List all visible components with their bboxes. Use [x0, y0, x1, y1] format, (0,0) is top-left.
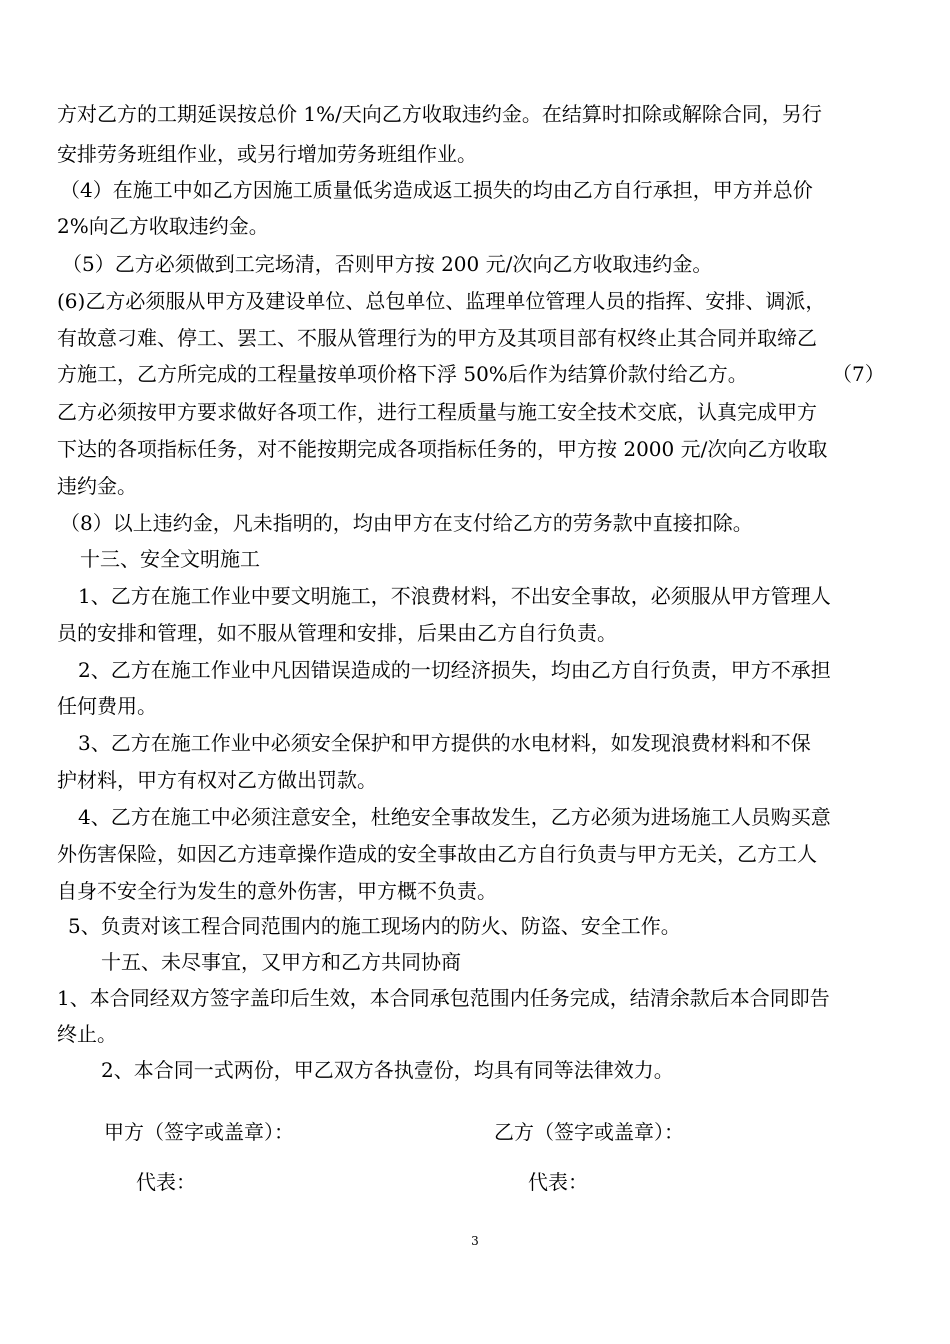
text-line: 违约金。: [57, 474, 137, 498]
text-line: 终止。: [57, 1022, 117, 1046]
text-line: 3、乙方在施工作业中必须安全保护和甲方提供的水电材料，如发现浪费材料和不保: [78, 731, 811, 755]
text-line: 外伤害保险，如因乙方违章操作造成的安全事故由乙方自行负责与甲方无关，乙方工人: [57, 842, 817, 866]
text-line: （7）: [832, 362, 885, 386]
section-heading: 十三、安全文明施工: [80, 547, 260, 571]
text-line: 方施工，乙方所完成的工程量按单项价格下浮 50%后作为结算价款付给乙方。: [57, 362, 748, 386]
text-line: 安排劳务班组作业，或另行增加劳务班组作业。: [57, 142, 477, 166]
section-heading: 十五、未尽事宜，又甲方和乙方共同协商: [101, 950, 461, 974]
text-line: 4、乙方在施工中必须注意安全，杜绝安全事故发生，乙方必须为进场施工人员购买意: [78, 805, 831, 829]
text-line: （8）以上违约金，凡未指明的，均由甲方在支付给乙方的劳务款中直接扣除。: [60, 511, 753, 535]
text-line: 员的安排和管理，如不服从管理和安排，后果由乙方自行负责。: [57, 621, 617, 645]
text-line: (6)乙方必须服从甲方及建设单位、总包单位、监理单位管理人员的指挥、安排、调派，: [57, 289, 826, 313]
text-line: 自身不安全行为发生的意外伤害，甲方概不负责。: [57, 879, 497, 903]
party-b-signature-label: 乙方（签字或盖章）：: [494, 1120, 684, 1144]
text-line: 护材料，甲方有权对乙方做出罚款。: [57, 768, 377, 792]
text-line: 有故意刁难、停工、罢工、不服从管理行为的甲方及其项目部有权终止其合同并取缔乙: [57, 326, 817, 350]
text-line: 下达的各项指标任务，对不能按期完成各项指标任务的，甲方按 2000 元/次向乙方收取: [57, 437, 828, 461]
text-line: 1、乙方在施工作业中要文明施工，不浪费材料，不出安全事故，必须服从甲方管理人: [78, 584, 831, 608]
text-line: 乙方必须按甲方要求做好各项工作，进行工程质量与施工安全技术交底，认真完成甲方: [57, 400, 817, 424]
party-a-representative-label: 代表：: [136, 1170, 196, 1194]
party-a-signature-label: 甲方（签字或盖章）：: [104, 1120, 294, 1144]
text-line: 5、负责对该工程合同范围内的施工现场内的防火、防盗、安全工作。: [68, 914, 681, 938]
text-line: （4）在施工中如乙方因施工质量低劣造成返工损失的均由乙方自行承担，甲方并总价: [60, 178, 813, 202]
text-line: 方对乙方的工期延误按总价 1%/天向乙方收取违约金。在结算时扣除或解除合同，另行: [57, 102, 822, 126]
text-line: 1、本合同经双方签字盖印后生效，本合同承包范围内任务完成，结清余款后本合同即告: [57, 986, 830, 1010]
party-b-representative-label: 代表：: [528, 1170, 588, 1194]
text-line: 2%向乙方收取违约金。: [57, 214, 269, 238]
text-line: 2、本合同一式两份，甲乙双方各执壹份，均具有同等法律效力。: [101, 1058, 674, 1082]
text-line: 2、乙方在施工作业中凡因错误造成的一切经济损失，均由乙方自行负责，甲方不承担: [78, 658, 831, 682]
page-number: 3: [471, 1234, 479, 1248]
text-line: （5）乙方必须做到工完场清，否则甲方按 200 元/次向乙方收取违约金。: [62, 252, 713, 276]
text-line: 任何费用。: [57, 694, 157, 718]
